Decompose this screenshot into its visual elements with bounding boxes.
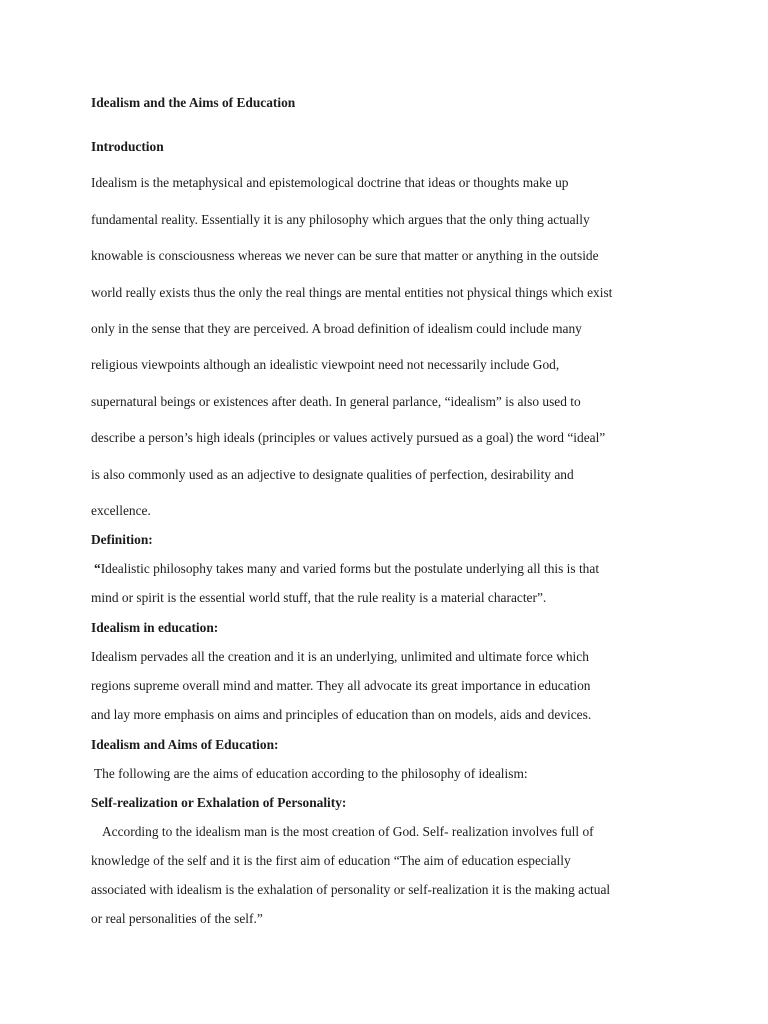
body-line: associated with idealism is the exhalation of personality or self-realization it is the making actual (91, 882, 611, 897)
body-line: knowledge of the self and it is the first aim of education “The aim of education especially (91, 853, 571, 868)
definition-quote-line (94, 560, 599, 577)
body-line: or real personalities of the self.” (91, 911, 263, 926)
body-line: only in the sense that they are perceived. A broad definition of idealism could include many (91, 321, 582, 336)
quote-text: Idealistic philosophy takes many and varied forms but the postulate underlying all this is that (100, 561, 600, 576)
self-realization-heading: Self-realization or Exhalation of Personality: (91, 795, 347, 810)
introduction-heading: Introduction (91, 139, 164, 154)
body-line: religious viewpoints although an idealistic viewpoint need not necessarily include God, (91, 357, 560, 372)
definition-heading: Definition: (91, 532, 153, 547)
body-line: Idealism pervades all the creation and it is an underlying, unlimited and ultimate force which (91, 649, 589, 664)
body-line: and lay more emphasis on aims and principles of education than on models, aids and devices. (91, 707, 592, 722)
body-line: fundamental reality. Essentially it is any philosophy which argues that the only thing actually (91, 212, 590, 227)
aims-heading: Idealism and Aims of Education: (91, 737, 279, 752)
body-line: regions supreme overall mind and matter. They all advocate its great importance in education (91, 678, 591, 693)
idealism-in-education-heading: Idealism in education: (91, 620, 219, 635)
document-title: Idealism and the Aims of Education (91, 95, 296, 110)
body-line: supernatural beings or existences after death. In general parlance, “idealism” is also used to (91, 394, 581, 409)
body-line: describe a person’s high ideals (principles or values actively pursued as a goal) the word “ideal” (91, 430, 606, 445)
body-line: Idealism is the metaphysical and epistemological doctrine that ideas or thoughts make up (91, 175, 569, 190)
body-line: is also commonly used as an adjective to designate qualities of perfection, desirability and (91, 467, 574, 482)
body-line: mind or spirit is the essential world stuff, that the rule reality is a material character”. (91, 590, 547, 605)
body-line: According to the idealism man is the most creation of God. Self- realization involves full of (102, 824, 594, 839)
body-line: knowable is consciousness whereas we never can be sure that matter or anything in the outside (91, 248, 599, 263)
body-line: world really exists thus the only the real things are mental entities not physical things which exist (91, 285, 613, 300)
body-line: The following are the aims of education according to the philosophy of idealism: (94, 766, 528, 781)
body-line: excellence. (91, 503, 151, 518)
open-quote: “ (94, 561, 101, 576)
